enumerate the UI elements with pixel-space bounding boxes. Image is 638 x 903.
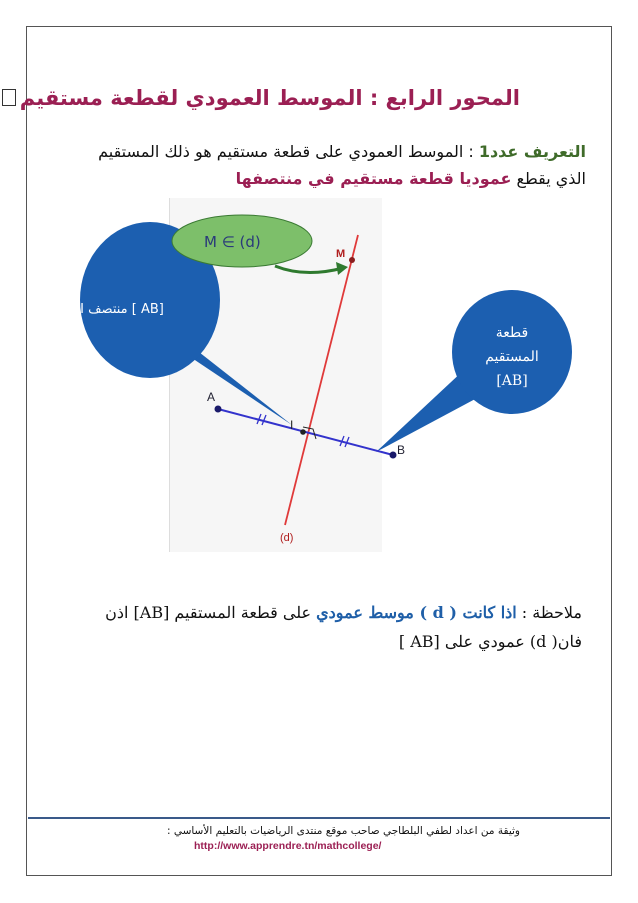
definition-text: الموسط العمودي على قطعة مستقيم هو ذلك المستقيم	[98, 142, 464, 161]
page-title: المحور الرابع : الموسط العمودي لقطعة مستقيم	[2, 86, 520, 110]
membership-text: M ∈ (d)	[204, 233, 261, 251]
point-i	[300, 429, 306, 435]
footer-divider	[28, 817, 610, 819]
footer-link[interactable]: http://www.apprendre.tn/mathcollege/	[194, 840, 382, 852]
label-m: M	[336, 248, 346, 260]
point-b	[390, 452, 397, 459]
note-block	[42, 598, 582, 656]
point-a	[215, 406, 222, 413]
left-callout-text: [AB ] منتصف I	[80, 302, 164, 317]
arrow-head-icon	[336, 262, 348, 275]
membership-arrow	[275, 266, 343, 273]
definition-highlight: عموديا قطعة مستقيم في منتصفها	[235, 169, 512, 188]
note-line-2: فان( d) عمودي على [AB ]	[398, 632, 582, 651]
note-line-1: ملاحظة : اذا كانت ( d ) موسط عمودي على قطعة المستقيم [AB] اذن	[105, 603, 582, 622]
point-m	[349, 257, 355, 263]
right-callout-text: قطعة المستقيم [AB]	[485, 325, 539, 389]
label-a: A	[207, 390, 216, 404]
definition-label: التعريف عدد1	[478, 142, 586, 161]
bisector-line	[285, 235, 358, 525]
label-d: (d)	[280, 532, 294, 544]
definition-line-1: التعريف عدد1 : الموسط العمودي على قطعة مستقيم هو ذلك المستقيم	[98, 142, 586, 161]
label-b: B	[397, 443, 406, 457]
definition-line-2: الذي يقطع عموديا قطعة مستقيم في منتصفها	[235, 169, 586, 188]
note-condition: اذا كانت ( d ) موسط عمودي	[316, 603, 517, 622]
label-i: I	[290, 418, 294, 432]
footer-credit: وثيقة من اعداد لطفي البلطاجي صاحب موقع منتدى الرياضيات بالتعليم الأساسي :	[166, 825, 520, 837]
